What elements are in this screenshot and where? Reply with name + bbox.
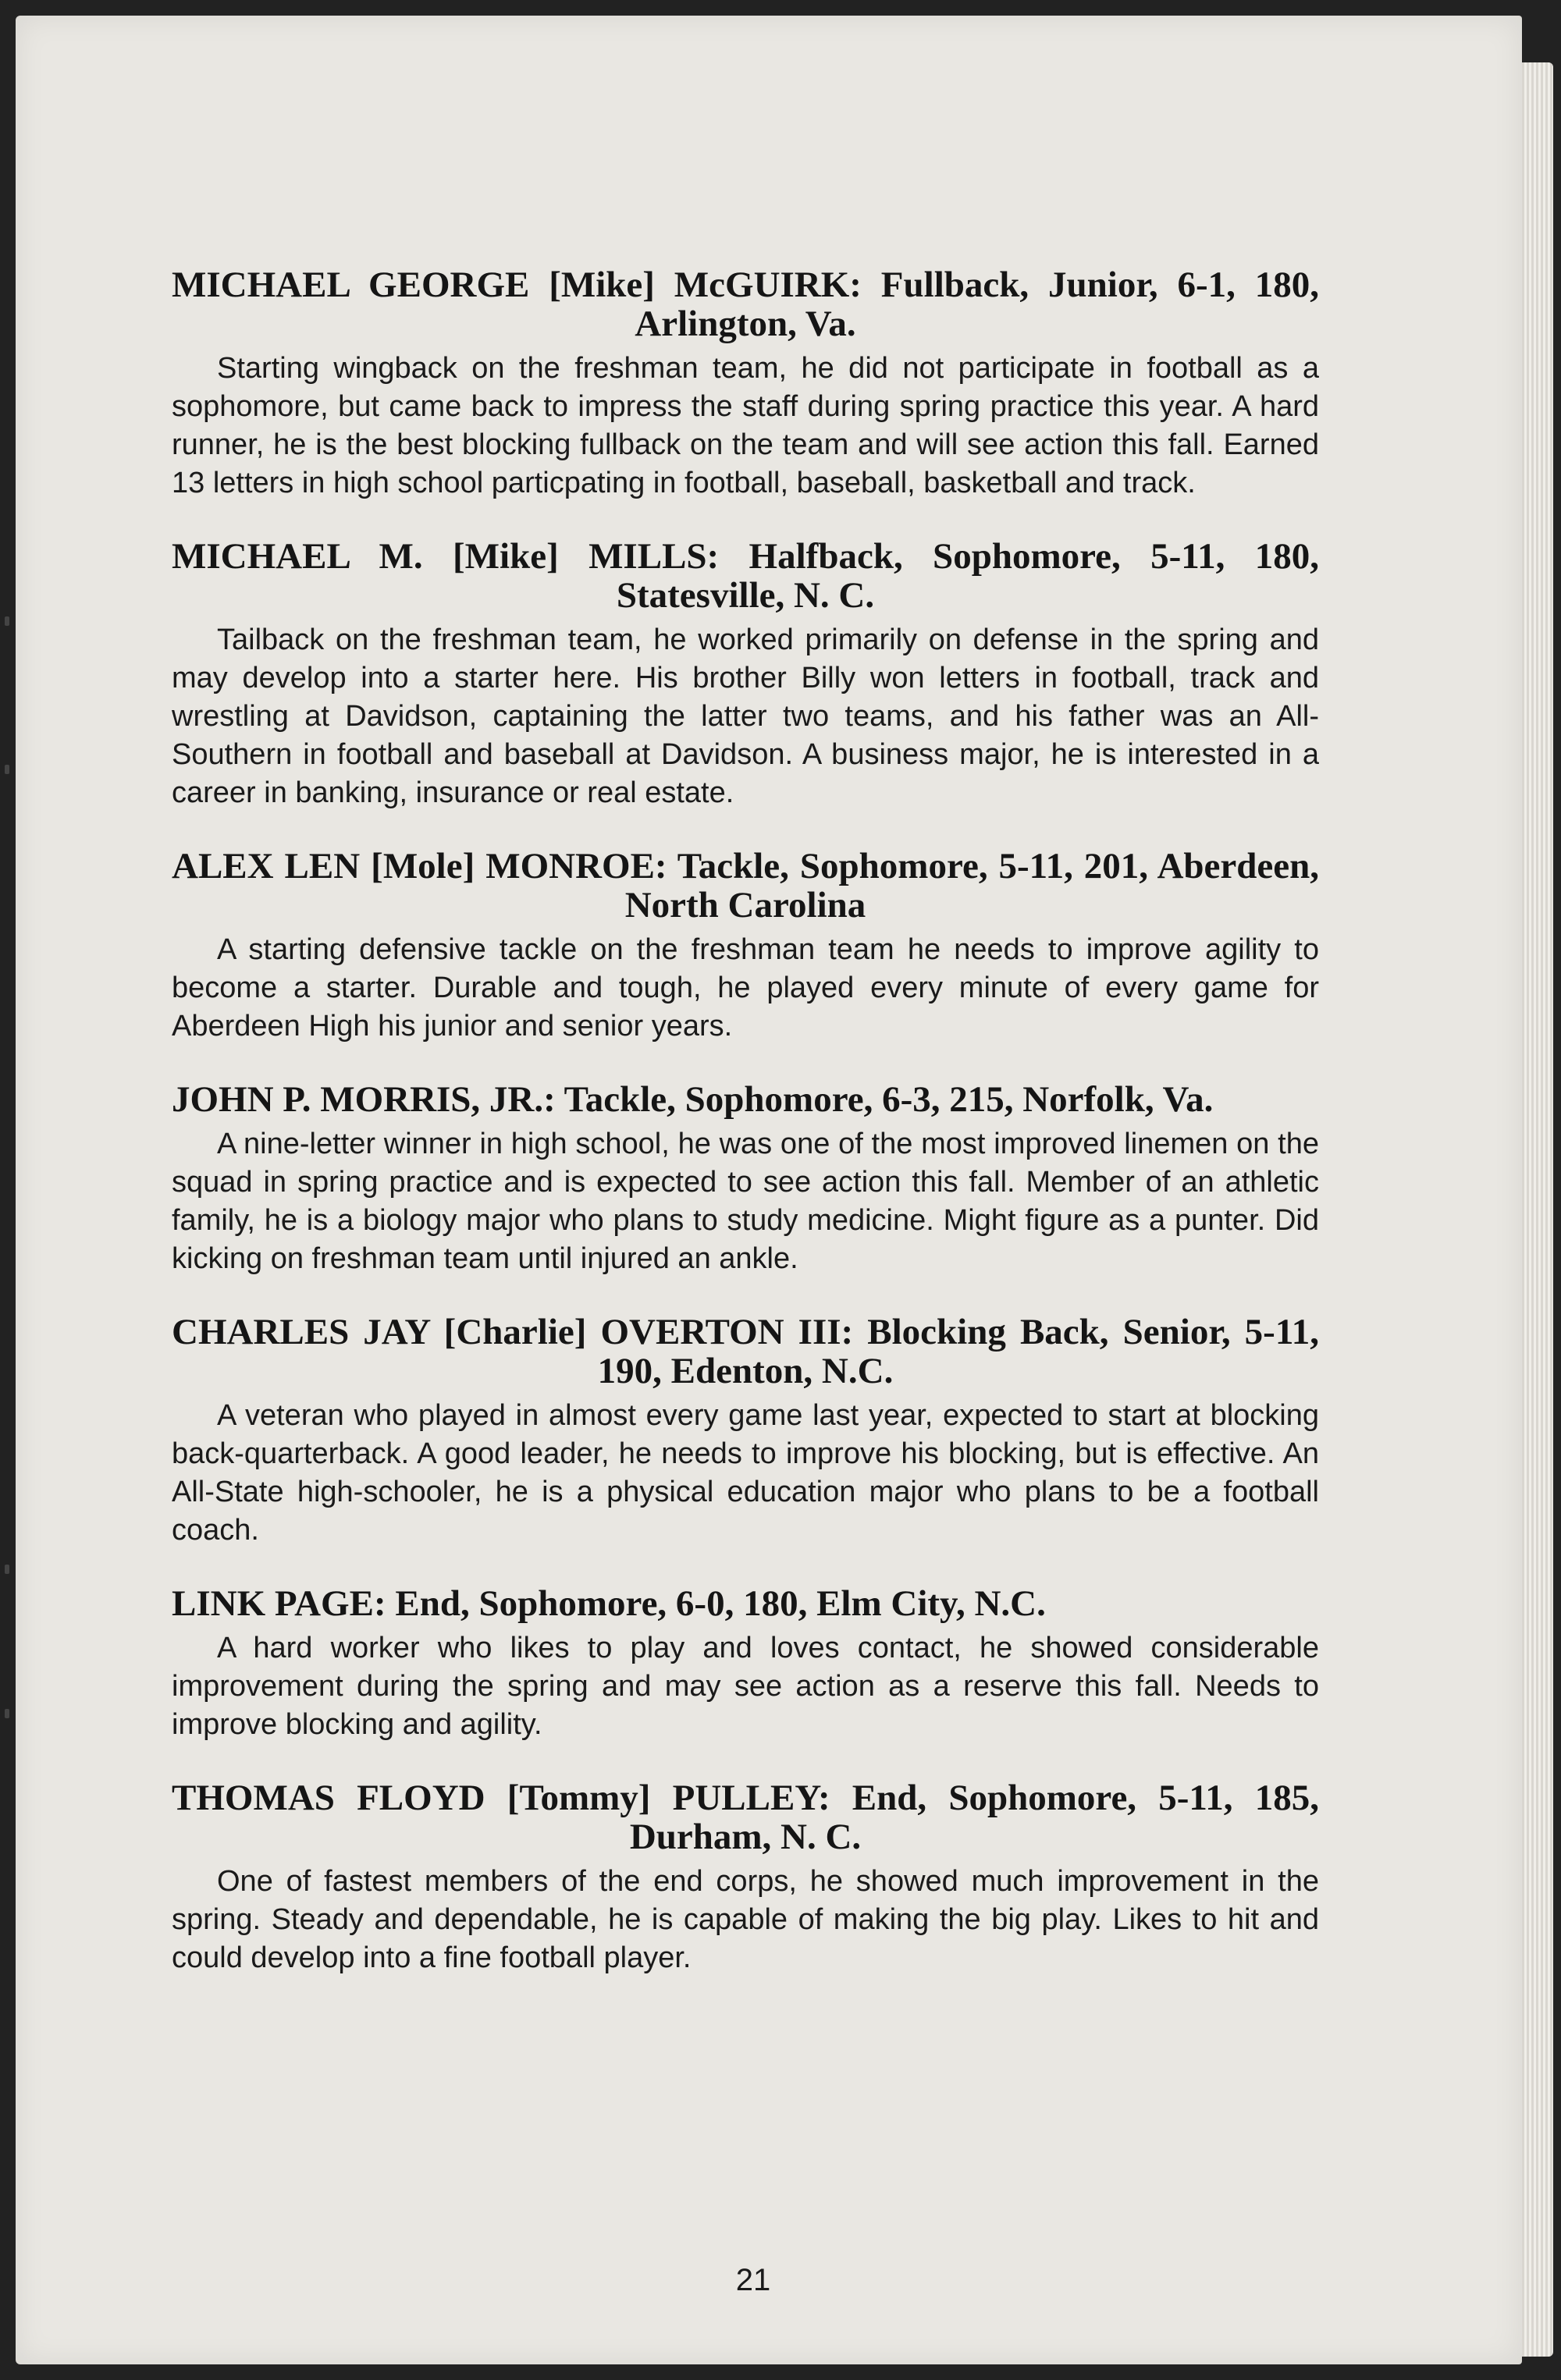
player-heading — [172, 847, 1319, 925]
player-heading-line1: ALEX LEN [Mole] MONROE: Tackle, Sophomore, 5-11, 201, Aberdeen, — [172, 846, 1319, 886]
player-description: A starting defensive tackle on the freshman team he needs to improve agility to become a starter. Durable and tough, he played every minute of every game for Aberdeen High his junior and senior years. — [172, 933, 1319, 1043]
binding-mark — [5, 616, 9, 626]
player-description: A nine-letter winner in high school, he was one of the most improved linemen on the squad in spring practice and is expected to see action this fall. Member of an athletic family, he is a biology major who plans to study medicine. Might figure as a punter. Did kicking on freshman team until injured an ankle. — [172, 1128, 1319, 1275]
binding-mark — [5, 765, 9, 774]
player-heading-line1: MICHAEL M. [Mike] MILLS: Halfback, Sophomore, 5-11, 180, — [172, 536, 1319, 577]
player-heading-line2: Arlington, Va. — [635, 304, 856, 344]
player-heading-line1: CHARLES JAY [Charlie] OVERTON III: Blocking Back, Senior, 5-11, — [172, 1312, 1319, 1352]
player-heading — [172, 1080, 1319, 1119]
player-heading-line2: North Carolina — [624, 885, 866, 925]
player-heading-line1: LINK PAGE: End, Sophomore, 6-0, 180, Elm City, N.C. — [172, 1583, 1046, 1624]
binding-mark — [5, 1565, 9, 1574]
player-description: One of fastest members of the end corps, he showed much improvement in the spring. Steady and dependable, he is capable of making the big play. Likes to hit and could develop into a fine football player. — [172, 1865, 1319, 1974]
roster-entries — [172, 265, 1319, 2012]
player-description: Starting wingback on the freshman team, he did not participate in football as a sophomore, but came back to impress the staff during spring practice this year. A hard runner, he is the best blocking fullback on the team and will see action this fall. Earned 13 letters in high school particpating in football, baseball, basketball and track. — [172, 352, 1319, 499]
player-entry-overton — [172, 1313, 1319, 1550]
player-heading-line1: JOHN P. MORRIS, JR.: Tackle, Sophomore, 6-3, 215, Norfolk, Va. — [172, 1079, 1214, 1120]
page-number: 21 — [735, 2263, 771, 2297]
player-entry-mills — [172, 537, 1319, 812]
player-heading-line1: MICHAEL GEORGE [Mike] McGUIRK: Fullback, Junior, 6-1, 180, — [172, 265, 1319, 305]
player-description: A hard worker who likes to play and loves contact, he showed considerable improvement during the spring and may see action as a reserve this fall. Needs to improve blocking and agility. — [172, 1632, 1319, 1741]
player-heading-line1: THOMAS FLOYD [Tommy] PULLEY: End, Sophomore, 5-11, 185, — [172, 1778, 1319, 1818]
player-entry-pulley — [172, 1778, 1319, 1977]
player-heading-line2: 190, Edenton, N.C. — [597, 1351, 894, 1391]
player-entry-page — [172, 1584, 1319, 1744]
player-heading-line2: Statesville, N. C. — [616, 575, 875, 616]
book-page — [16, 16, 1522, 2364]
binding-mark — [5, 1709, 9, 1718]
player-heading — [172, 265, 1319, 343]
player-heading — [172, 537, 1319, 615]
player-heading — [172, 1584, 1319, 1623]
page-edges — [1522, 62, 1553, 2357]
player-entry-morris — [172, 1080, 1319, 1278]
player-entry-monroe — [172, 847, 1319, 1046]
player-description: A veteran who played in almost every game last year, expected to start at blocking back-quarterback. A good leader, he needs to improve his blocking, but is effective. An All-State high-schooler, he is a physical education major who plans to be a football coach. — [172, 1399, 1319, 1547]
player-heading — [172, 1778, 1319, 1856]
player-heading — [172, 1313, 1319, 1391]
player-heading-line2: Durham, N. C. — [629, 1817, 862, 1857]
player-entry-mcguirk — [172, 265, 1319, 503]
player-description: Tailback on the freshman team, he worked primarily on defense in the spring and may develop into a starter here. His brother Billy won letters in football, track and wrestling at Davidson, captaining the latter two teams, and his father was an All-Southern in football and baseball at Davidson. A business major, he is interested in a career in banking, insurance or real estate. — [172, 623, 1319, 809]
